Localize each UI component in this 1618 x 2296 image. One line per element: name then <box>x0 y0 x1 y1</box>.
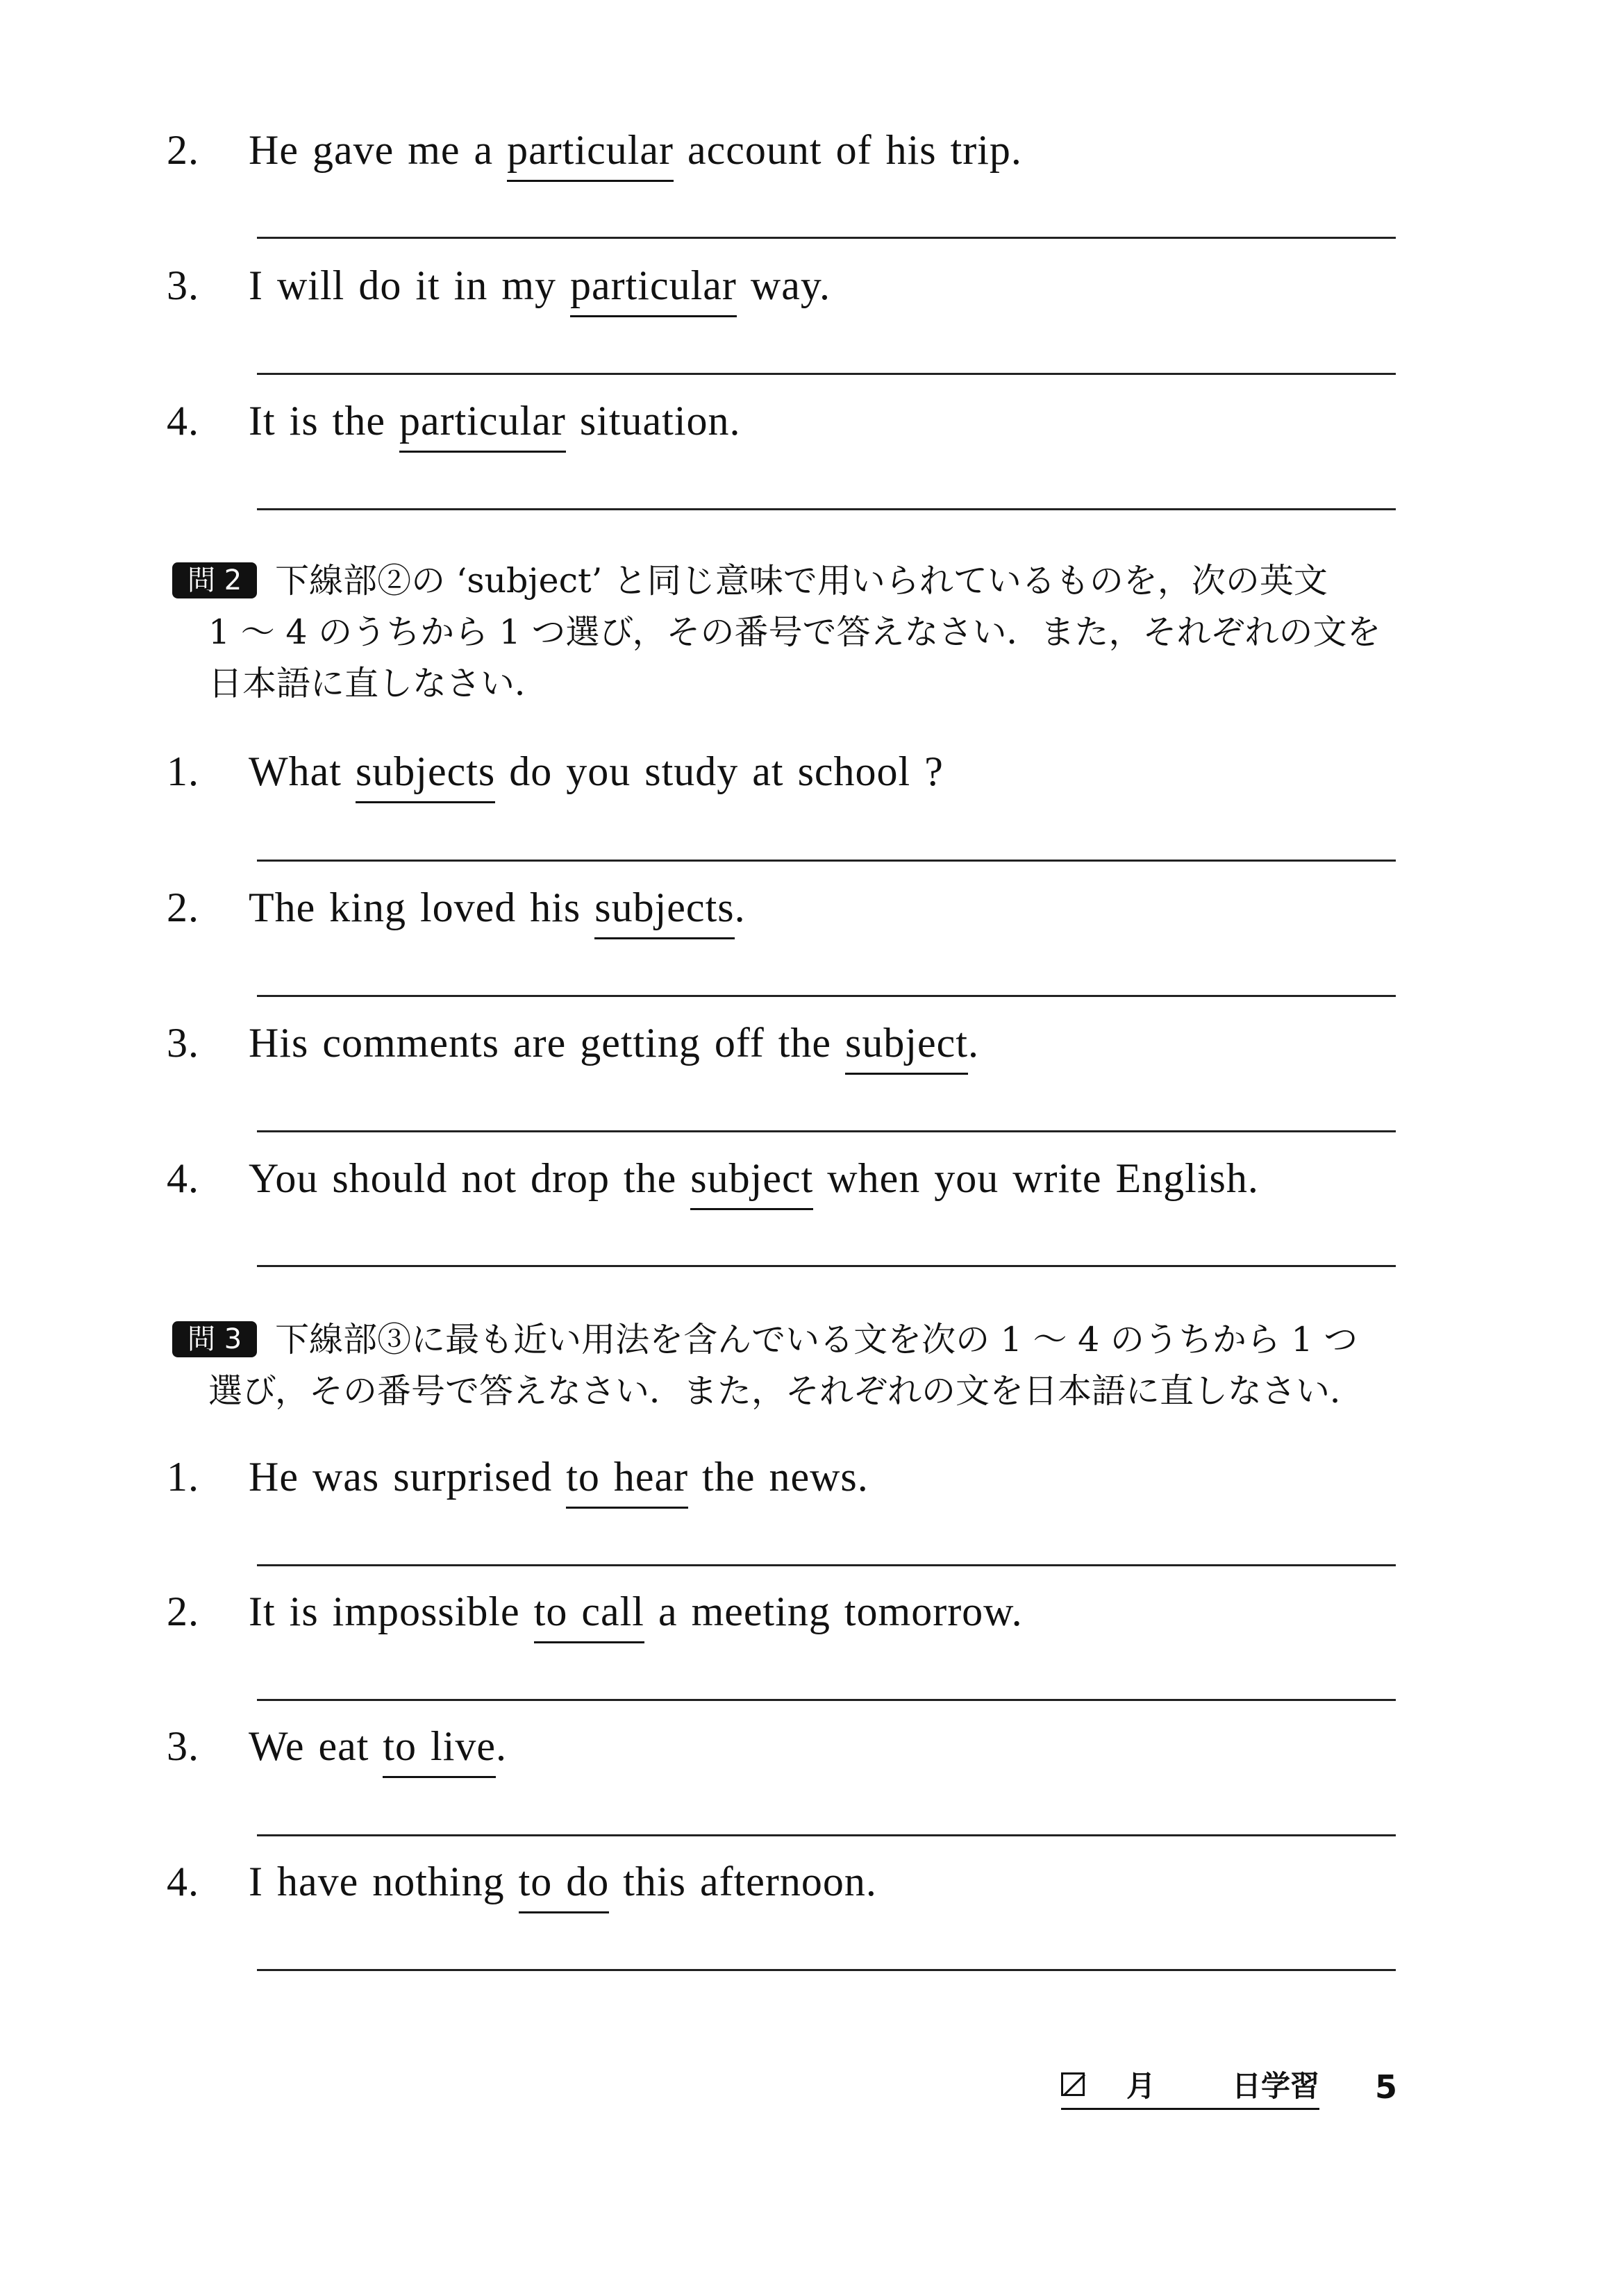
sentence-item <box>167 258 1417 341</box>
sentence-post: . <box>734 885 746 930</box>
sentence-pre: What <box>249 748 342 794</box>
answer-line[interactable] <box>257 1969 1396 1971</box>
answer-line[interactable] <box>257 237 1396 239</box>
sentence-text <box>249 1584 1023 1643</box>
answer-line[interactable] <box>257 860 1396 862</box>
sentence-pre: It is impossible <box>249 1589 520 1634</box>
sentence-item <box>167 880 1417 963</box>
underlined-word: particular <box>507 123 674 182</box>
sentence-post: account of his trip. <box>687 127 1022 173</box>
instruction-line: 日本語に直しなさい． <box>208 664 549 703</box>
sentence-item <box>167 393 1417 476</box>
answer-line[interactable] <box>257 1564 1396 1566</box>
underlined-word: to call <box>534 1584 644 1643</box>
underlined-word: subject <box>690 1151 813 1210</box>
sentence-post: . <box>496 1723 508 1769</box>
underlined-word: to do <box>519 1854 610 1913</box>
sentence-post: . <box>967 1020 979 1066</box>
instruction-text: 下線部②の ‘subject’ と同じ意味で用いられているものを，次の英文 <box>275 561 1328 601</box>
answer-line[interactable] <box>257 1699 1396 1701</box>
sentence-item <box>167 1584 1417 1667</box>
underlined-word: to hear <box>566 1450 688 1509</box>
answer-line[interactable] <box>257 1834 1396 1836</box>
sentence-post: when you write English. <box>827 1155 1259 1201</box>
sentence-text <box>249 880 746 939</box>
sentence-item <box>167 1854 1417 1937</box>
item-number: 4. <box>167 1155 199 1201</box>
sentence-pre: I will do it in my <box>249 262 556 308</box>
sentence-text <box>249 1718 507 1778</box>
item-number: 1. <box>167 1454 199 1500</box>
sentence-item <box>167 1718 1417 1802</box>
instruction-line <box>172 1314 1415 1366</box>
item-number: 3. <box>167 1723 199 1769</box>
study-date-footer <box>1061 2063 1397 2110</box>
underlined-word: subject <box>845 1016 968 1075</box>
sentence-text <box>249 1150 1259 1210</box>
underlined-word: to live <box>383 1719 496 1778</box>
question-3-instructions <box>172 1314 1415 1417</box>
sentence-item <box>167 122 1417 206</box>
item-number: 3. <box>167 262 199 308</box>
sentence-pre: It is the <box>249 398 385 444</box>
sentence-post: a meeting tomorrow. <box>658 1589 1023 1634</box>
sentence-item <box>167 744 1417 827</box>
sentence-text <box>249 393 741 453</box>
underlined-word: subjects <box>356 744 495 803</box>
sentence-pre: He gave me a <box>249 127 494 173</box>
answer-line[interactable] <box>257 508 1396 510</box>
sentence-pre: He was surprised <box>249 1454 553 1500</box>
question-tag: 問 3 <box>172 1321 257 1357</box>
answer-line[interactable] <box>257 995 1396 997</box>
instruction-line: 選び，その番号で答えなさい．また，それぞれの文を日本語に直しなさい． <box>208 1371 1365 1411</box>
instruction-line: 1 ～ 4 のうちから 1 つ選び，その番号で答えなさい．また，それぞれの文を <box>208 612 1381 652</box>
item-number: 2. <box>167 1589 199 1634</box>
sentence-post: the news. <box>702 1454 869 1500</box>
sentence-pre: His comments are getting off the <box>249 1020 832 1066</box>
checkbox-icon[interactable] <box>1061 2072 1085 2096</box>
item-number: 4. <box>167 1859 199 1904</box>
question-tag: 問 2 <box>172 562 257 598</box>
sentence-text <box>249 1015 979 1075</box>
sentence-item <box>167 1150 1417 1234</box>
study-date-field[interactable] <box>1061 2063 1319 2110</box>
answer-line[interactable] <box>257 373 1396 375</box>
day-study-label: 日学習 <box>1231 2069 1319 2103</box>
question-2-instructions <box>172 555 1415 710</box>
sentence-text <box>249 258 831 317</box>
instruction-line <box>172 555 1415 607</box>
item-number: 4. <box>167 398 199 444</box>
sentence-text <box>249 1854 877 1913</box>
underlined-word: subjects <box>594 880 734 939</box>
item-number: 2. <box>167 885 199 930</box>
month-label: 月 <box>1126 2069 1156 2103</box>
answer-line[interactable] <box>257 1265 1396 1267</box>
instruction-text: 下線部③に最も近い用法を含んでいる文を次の 1 ～ 4 のうちから 1 つ <box>275 1320 1358 1359</box>
item-number: 3. <box>167 1020 199 1066</box>
underlined-word: particular <box>399 394 566 453</box>
sentence-pre: The king loved his <box>249 885 581 930</box>
sentence-post: do you study at school ? <box>509 748 944 794</box>
sentence-item <box>167 1449 1417 1532</box>
sentence-text <box>249 1449 869 1509</box>
page-number: 5 <box>1374 2068 1397 2106</box>
sentence-text <box>249 744 944 803</box>
sentence-post: way. <box>750 262 831 308</box>
sentence-pre: You should not drop the <box>249 1155 677 1201</box>
answer-line[interactable] <box>257 1130 1396 1132</box>
item-number: 2. <box>167 127 199 173</box>
sentence-pre: I have nothing <box>249 1859 505 1904</box>
sentence-post: this afternoon. <box>623 1859 877 1904</box>
sentence-item <box>167 1015 1417 1098</box>
sentence-text <box>249 122 1022 182</box>
sentence-pre: We eat <box>249 1723 369 1769</box>
underlined-word: particular <box>570 258 737 317</box>
sentence-post: situation. <box>579 398 741 444</box>
item-number: 1. <box>167 748 199 794</box>
